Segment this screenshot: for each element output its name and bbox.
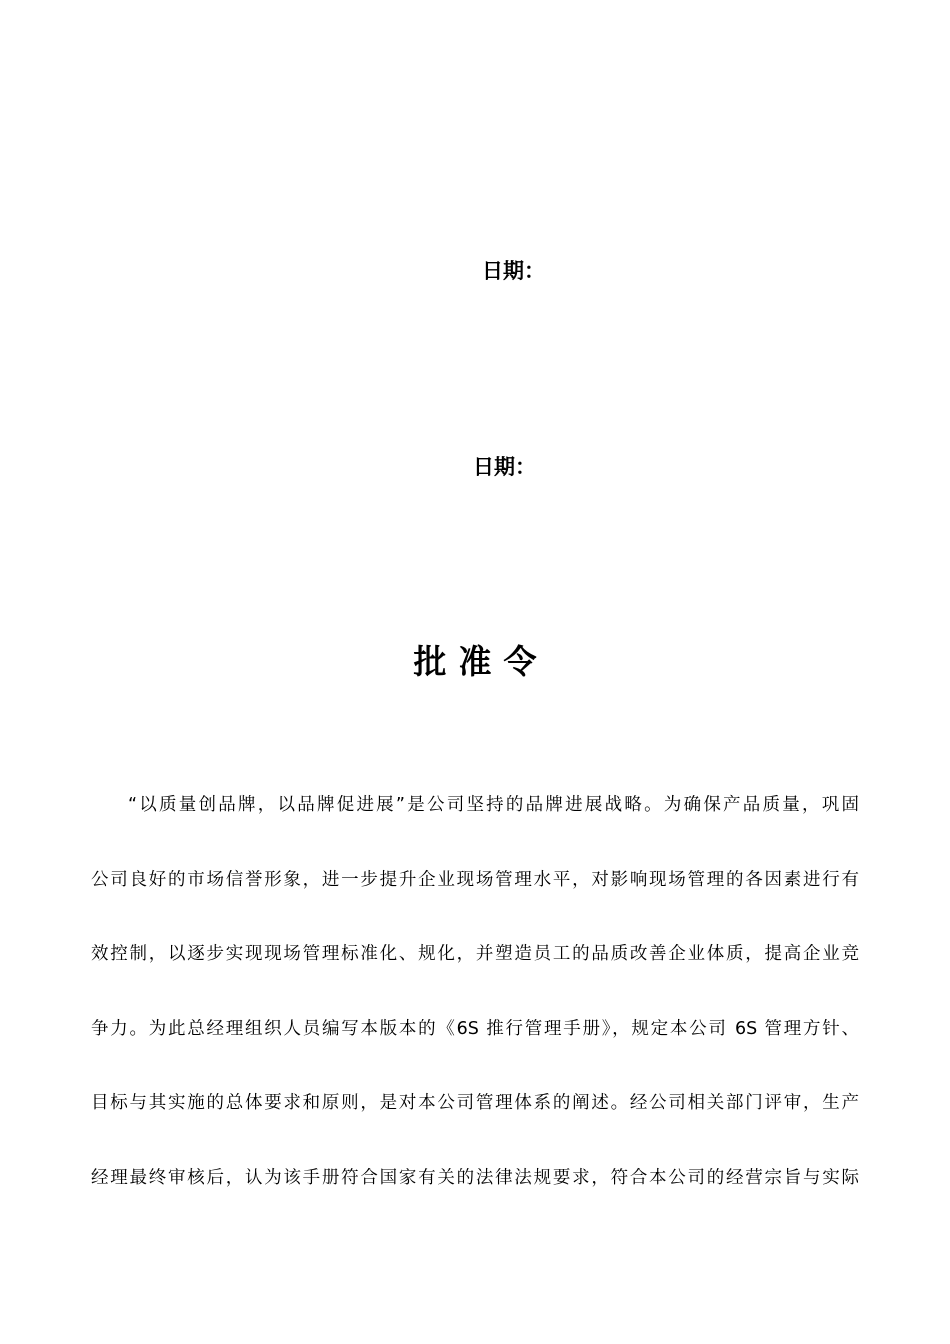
date-label-1: 日期： bbox=[482, 259, 545, 283]
date-label-2: 日期： bbox=[473, 455, 536, 479]
approval-paragraph bbox=[91, 790, 859, 1237]
paragraph-line: 效控制，以逐步实现现场管理标准化、规化，并塑造员工的品质改善企业体质，提高企业竞 bbox=[91, 944, 859, 964]
document-title: 批准令 bbox=[413, 642, 549, 681]
paragraph-line: 目标与其实施的总体要求和原则，是对本公司管理体系的阐述。经公司相关部门评审，生产 bbox=[91, 1093, 859, 1113]
paragraph-line: “以质量创品牌，以品牌促进展”是公司坚持的品牌进展战略。为确保产品质量，巩固 bbox=[128, 795, 859, 815]
paragraph-line: 经理最终审核后，认为该手册符合国家有关的法律法规要求，符合本公司的经营宗旨与实际 bbox=[91, 1167, 859, 1188]
paragraph-line: 争力。为此总经理组织人员编写本版本的《6S 推行管理手册》，规定本公司 6S 管理方针、 bbox=[91, 1018, 859, 1039]
paragraph-line: 公司良好的市场信誉形象，进一步提升企业现场管理水平，对影响现场管理的各因素进行有 bbox=[91, 869, 859, 890]
